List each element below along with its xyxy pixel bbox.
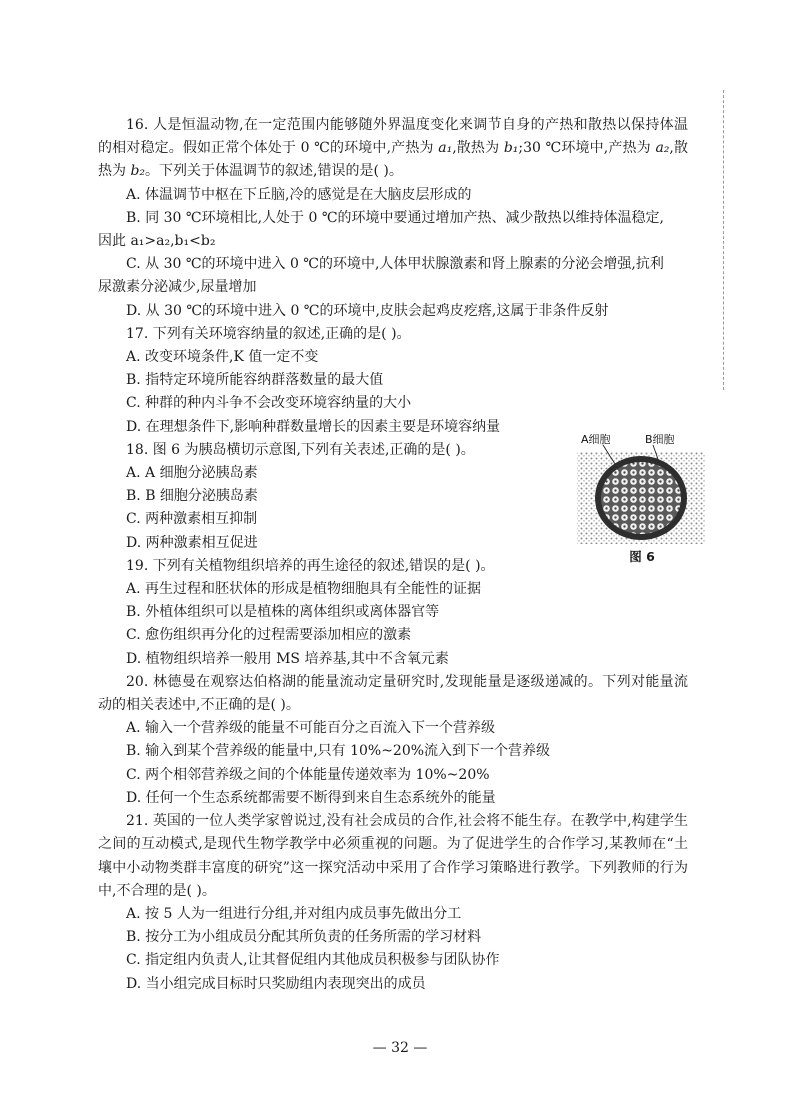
- question-19-option-a: A. 再生过程和胚状体的形成是植物细胞具有全能性的证据: [126, 581, 482, 598]
- var-b1: b₁: [503, 140, 519, 157]
- question-21: [98, 810, 688, 996]
- question-21-option-d: D. 当小组完成目标时只奖励组内表现突出的成员: [126, 975, 426, 992]
- question-18-option-b: B. B 细胞分泌胰岛素: [126, 488, 258, 505]
- question-18-stem: 18. 图 6 为胰岛横切示意图,下列有关表述,正确的是( )。: [126, 441, 475, 458]
- question-17-option-d: D. 在理想条件下,影响种群数量增长的因素主要是环境容纳量: [126, 418, 501, 435]
- question-19-option-c: C. 愈伤组织再分化的过程需要添加相应的激素: [126, 627, 412, 644]
- var-a1: a₁: [438, 140, 453, 157]
- question-17-option-b: B. 指特定环境所能容纳群落数量的最大值: [126, 372, 384, 389]
- binding-margin-rule: [723, 90, 724, 390]
- question-21-stem: 21. 英国的一位人类学家曾说过,没有社会成员的合作,社会将不能生存。在教学中,构建学生之间的互动模式,是现代生物学教学中必须重视的问题。为了促进学生的合作学习,某教师在“土壤中小动物类群丰富度的研究”这一探究活动中采用了合作学习策略进行教学。下列教师的行为中,不合理的是( )。: [98, 813, 688, 899]
- question-20: [98, 671, 688, 810]
- figure-caption: 图 6: [629, 549, 655, 564]
- islet-cross-section-figure: [575, 432, 707, 562]
- question-16-option-d: D. 从 30 ℃的环境中进入 0 ℃的环境中,皮肤会起鸡皮疙瘩,这属于非条件反射: [126, 302, 609, 319]
- islet-core: [601, 462, 681, 534]
- figure-label-b-cell: B细胞: [645, 433, 675, 446]
- question-16-option-b-line1: B. 同 30 ℃环境相比,人处于 0 ℃的环境中要通过增加产热、减少散热以维持体温稳定,: [126, 209, 664, 226]
- var-b2: b₂: [130, 163, 146, 180]
- question-16-option-b-line2: 因此 a₁>a₂,b₁<b₂: [98, 233, 216, 250]
- page-number: — 32 —: [372, 1040, 428, 1056]
- question-19-option-b: B. 外植体组织可以是植株的离体组织或离体器官等: [126, 604, 440, 621]
- question-20-option-b: B. 输入到某个营养级的能量中,只有 10%~20%流入到下一个营养级: [126, 743, 551, 760]
- question-16-option-c-line1: C. 从 30 ℃的环境中进入 0 ℃的环境中,人体甲状腺激素和肾上腺素的分泌会增强,抗利: [126, 256, 664, 273]
- question-18-option-c: C. 两种激素相互抑制: [126, 511, 258, 528]
- question-21-option-a: A. 按 5 人为一组进行分组,并对组内成员事先做出分工: [126, 905, 462, 922]
- question-16-option-c-line2: 尿激素分泌减少,尿量增加: [98, 279, 257, 296]
- question-20-option-d: D. 任何一个生态系统都需要不断得到来自生态系统外的能量: [126, 789, 496, 806]
- question-20-option-a: A. 输入一个营养级的能量不可能百分之百流入下一个营养级: [126, 720, 496, 737]
- question-17-option-a: A. 改变环境条件,K 值一定不变: [126, 349, 319, 366]
- question-19-option-d: D. 植物组织培养一般用 MS 培养基,其中不含氧元素: [126, 650, 449, 667]
- question-17-option-c: C. 种群的种内斗争不会改变环境容纳量的大小: [126, 395, 412, 412]
- question-19: [98, 555, 688, 671]
- question-21-option-b: B. 按分工为小组成员分配其所负责的任务所需的学习材料: [126, 929, 482, 946]
- question-16-option-a: A. 体温调节中枢在下丘脑,冷的感觉是在大脑皮层形成的: [126, 186, 472, 203]
- question-18-option-a: A. A 细胞分泌胰岛素: [126, 465, 258, 482]
- question-20-stem: 20. 林德曼在观察达伯格湖的能量流动定量研究时,发现能量是逐级递减的。下列对能量流动的相关表述中,不正确的是( )。: [98, 673, 688, 714]
- question-16-stem: 16. 人是恒温动物,在一定范围内能够随外界温度变化来调节自身的产热和散热以保持体温的相对稳定。假如正常个体处于 0 ℃的环境中,产热为 a₁,散热为 b₁;30 ℃环境中,产热为 a₂,散热为 b₂。下列关于体温调节的叙述,错误的是( )。: [98, 117, 689, 180]
- question-17: [98, 323, 688, 439]
- var-a2: a₂: [655, 140, 670, 157]
- question-20-option-c: C. 两个相邻营养级之间的个体能量传递效率为 10%~20%: [126, 766, 490, 783]
- question-21-option-c: C. 指定组内负责人,让其督促组内其他成员积极参与团队协作: [126, 952, 500, 969]
- figure-label-a-cell: A细胞: [581, 433, 611, 446]
- question-18-option-d: D. 两种激素相互促进: [126, 534, 258, 551]
- question-16: [98, 114, 688, 323]
- question-17-stem: 17. 下列有关环境容纳量的叙述,正确的是( )。: [126, 325, 411, 342]
- question-19-stem: 19. 下列有关植物组织培养的再生途径的叙述,错误的是( )。: [126, 557, 495, 574]
